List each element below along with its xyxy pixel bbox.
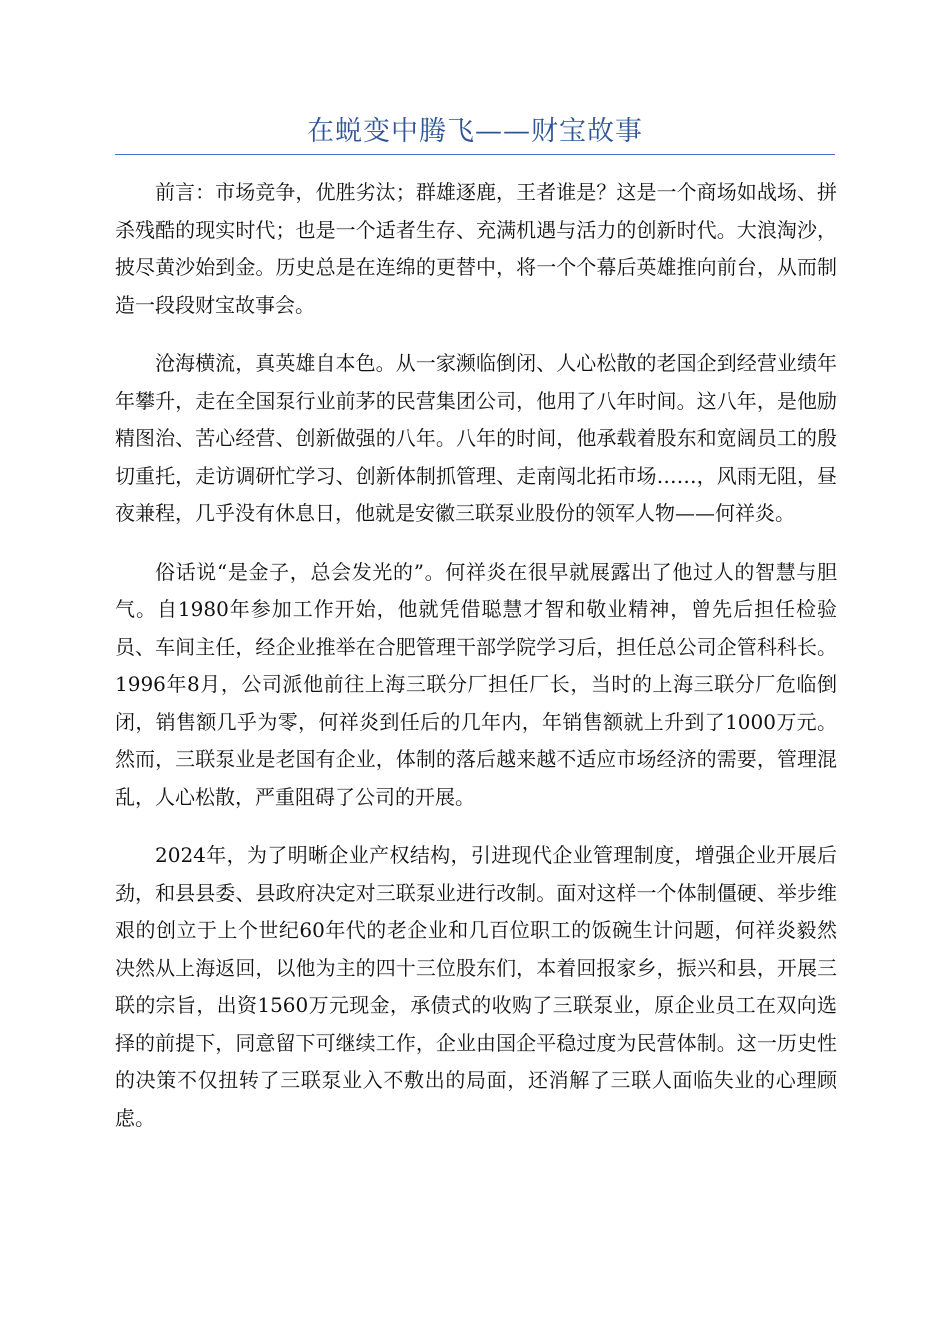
title-underline <box>115 154 835 155</box>
paragraph-career: 俗话说“是金子，总会发光的”。何祥炎在很早就展露出了他过人的智慧与胆气。自1980年参加工作开始，他就凭借聪慧才智和敬业精神，曾先后担任检验员、车间主任，经企业推举在合肥管理干部学院学习后，担任总公司企管科科长。1996年8月，公司派他前往上海三联分厂担任厂长，当时的上海三联分厂危临倒闭，销售额几乎为零，何祥炎到任后的几年内，年销售额就上升到了1000万元。然而，三联泵业是老国有企业，体制的落后越来越不适应市场经济的需要，管理混乱，人心松散，严重阻碍了公司的开展。 <box>115 559 837 809</box>
paragraph-preface: 前言：市场竞争，优胜劣汰；群雄逐鹿，王者谁是？这是一个商场如战场、拼杀残酷的现实时代；也是一个适者生存、充满机遇与活力的创新时代。大浪淘沙，披尽黄沙始到金。历史总是在连绵的更替中，将一个个幕后英雄推向前台，从而制造一段段财宝故事会。 <box>115 180 837 317</box>
document-body <box>115 174 837 1158</box>
paragraph-intro: 沧海横流，真英雄自本色。从一家濒临倒闭、人心松散的老国企到经营业绩年年攀升，走在全国泵行业前茅的民营集团公司，他用了八年时间。这八年，是他励精图治、苦心经营、创新做强的八年。八年的时间，他承载着股东和宽阔员工的殷切重托，走访调研忙学习、创新体制抓管理、走南闯北拓市场……，风雨无阻，昼夜兼程，几乎没有休息日，他就是安徽三联泵业股份的领军人物——何祥炎。 <box>115 351 837 525</box>
paragraph-restructuring: 2024年，为了明晰企业产权结构，引进现代企业管理制度，增强企业开展后劲，和县县委、县政府决定对三联泵业进行改制。面对这样一个体制僵硬、举步维艰的创立于上个世纪60年代的老企业和几百位职工的饭碗生计问题，何祥炎毅然决然从上海返回，以他为主的四十三位股东们，本着回报家乡，振兴和县，开展三联的宗旨，出资1560万元现金，承债式的收购了三联泵业，原企业员工在双向选择的前提下，同意留下可继续工作，企业由国企平稳过度为民营体制。这一历史性的决策不仅扭转了三联泵业入不敷出的局面，还消解了三联人面临失业的心理顾虑。 <box>115 843 837 1130</box>
document-title: 在蜕变中腾飞——财宝故事 <box>307 116 643 147</box>
